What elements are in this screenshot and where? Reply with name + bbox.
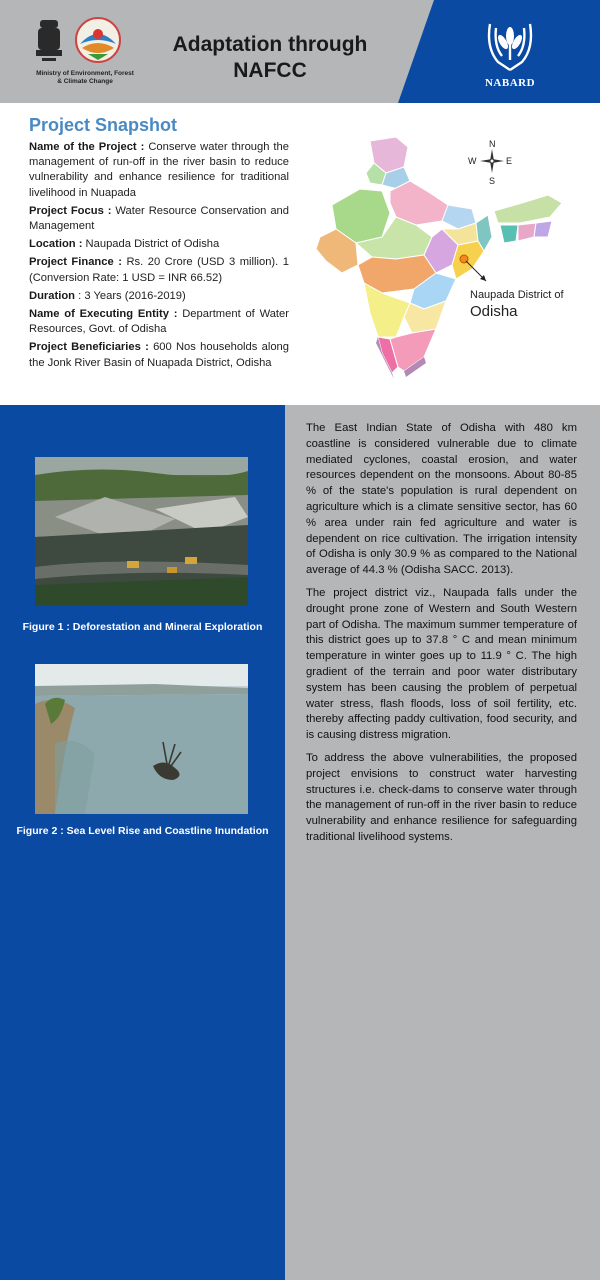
description-paragraph-1: The East Indian State of Odisha with 480 km coastline is considered vulnerable due to climate mediated cyclones, coastal erosion, and water resources dependent on the monsoons. About 80-85 % of the state's population is rural dependent on agriculture which is a climate sensitive sector, has 60 % area under rain fed agriculture and water is dependent on rice cultivation. The irrigation intensity of Odisha is only 30.9 % as compared to the National average of 44.3 % (Odisha SACC. 2013).	[306, 422, 577, 577]
project-name-row	[29, 140, 289, 201]
executing-entity-row	[29, 307, 289, 337]
map-caption	[470, 289, 590, 320]
deforestation-photo	[35, 457, 248, 605]
page-title	[150, 32, 390, 84]
figure-2-caption: Figure 2 : Sea Level Rise and Coastline Inundation	[16, 825, 269, 837]
compass-w-label: W	[468, 156, 477, 166]
executing-entity-value: Department of Water Resources, Govt. of Odisha	[29, 308, 289, 336]
compass-n-label: N	[489, 139, 496, 149]
nabard-wordmark: NABARD	[484, 77, 536, 89]
nabard-logo-icon	[480, 14, 540, 74]
compass-e-label: E	[506, 156, 513, 166]
figures-panel	[0, 405, 285, 1280]
ministry-name	[30, 70, 140, 85]
map-caption-line-2: Odisha	[470, 303, 518, 320]
location-label: Location :	[29, 238, 83, 251]
description-text	[306, 421, 577, 853]
location-value: Naupada District of Odisha	[82, 238, 220, 251]
compass-icon	[480, 149, 504, 173]
header-banner	[0, 0, 600, 103]
project-focus-value: Water Resource Conservation and Management	[29, 204, 289, 233]
figure-1-caption: Figure 1 : Deforestation and Mineral Exploration	[22, 621, 263, 633]
project-snapshot-section	[0, 103, 600, 405]
india-map-image	[312, 133, 577, 388]
executing-entity-label: Name of Executing Entity :	[29, 308, 178, 321]
finance-label: Project Finance :	[29, 256, 122, 269]
project-focus-row	[29, 204, 289, 234]
project-name-value: Conserve water through the management of run-off in the river basin to reduce vulnerability and enhance resilience for traditional livelihood in Nuapada	[29, 141, 289, 199]
map-caption-line-1: Naupada District of	[470, 289, 564, 301]
finance-value: Rs. 20 Crore (USD 3 million). 1 (Conversion Rate: 1 USD = INR 66.52)	[29, 256, 289, 284]
ministry-line-1: Ministry of Environment, Forest	[36, 70, 134, 77]
snapshot-heading: Project Snapshot	[29, 115, 178, 135]
coastline-photo	[35, 664, 248, 814]
title-line-2: NAFCC	[233, 59, 307, 82]
duration-value: : 3 Years (2016-2019)	[75, 289, 186, 302]
beneficiaries-value: 600 Nos households along the Jonk River Basin of Nuapada District, Odisha	[29, 341, 289, 369]
location-row	[29, 237, 289, 252]
project-name-label: Name of the Project :	[29, 141, 145, 153]
snapshot-details	[29, 140, 289, 374]
description-paragraph-3: To address the above vulnerabilities, the proposed project envisions to construct water harvesting structures i.e. check-dams to conserve water through the management of run-off in the river basin to reduce vulnerability and enhance resilience for safeguarding traditional livelihood systems.	[306, 751, 577, 843]
beneficiaries-row	[29, 340, 289, 370]
duration-label: Duration	[29, 289, 75, 302]
finance-row	[29, 255, 289, 285]
project-focus-label: Project Focus :	[29, 204, 112, 217]
beneficiaries-label: Project Beneficiaries :	[29, 341, 149, 354]
compass-s-label: S	[489, 176, 496, 186]
description-paragraph-2: The project district viz., Naupada falls under the drought prone zone of Western and South Western part of Odisha. The maximum summer temperature of this district goes up to 37.8 ° C and mean minimum temperature in winter goes up to 11.9 ° C. The high gradient of the terrain and poor water distributary system has been causing the problem of perpetual water stress, flash floods, loss of soil fertility, etc. thereby affecting paddy cultivation, food security, and is causing distress migration.	[306, 586, 577, 742]
duration-row	[29, 289, 289, 304]
title-line-1: Adaptation through	[172, 33, 368, 56]
ministry-line-2: & Climate Change	[57, 77, 113, 85]
